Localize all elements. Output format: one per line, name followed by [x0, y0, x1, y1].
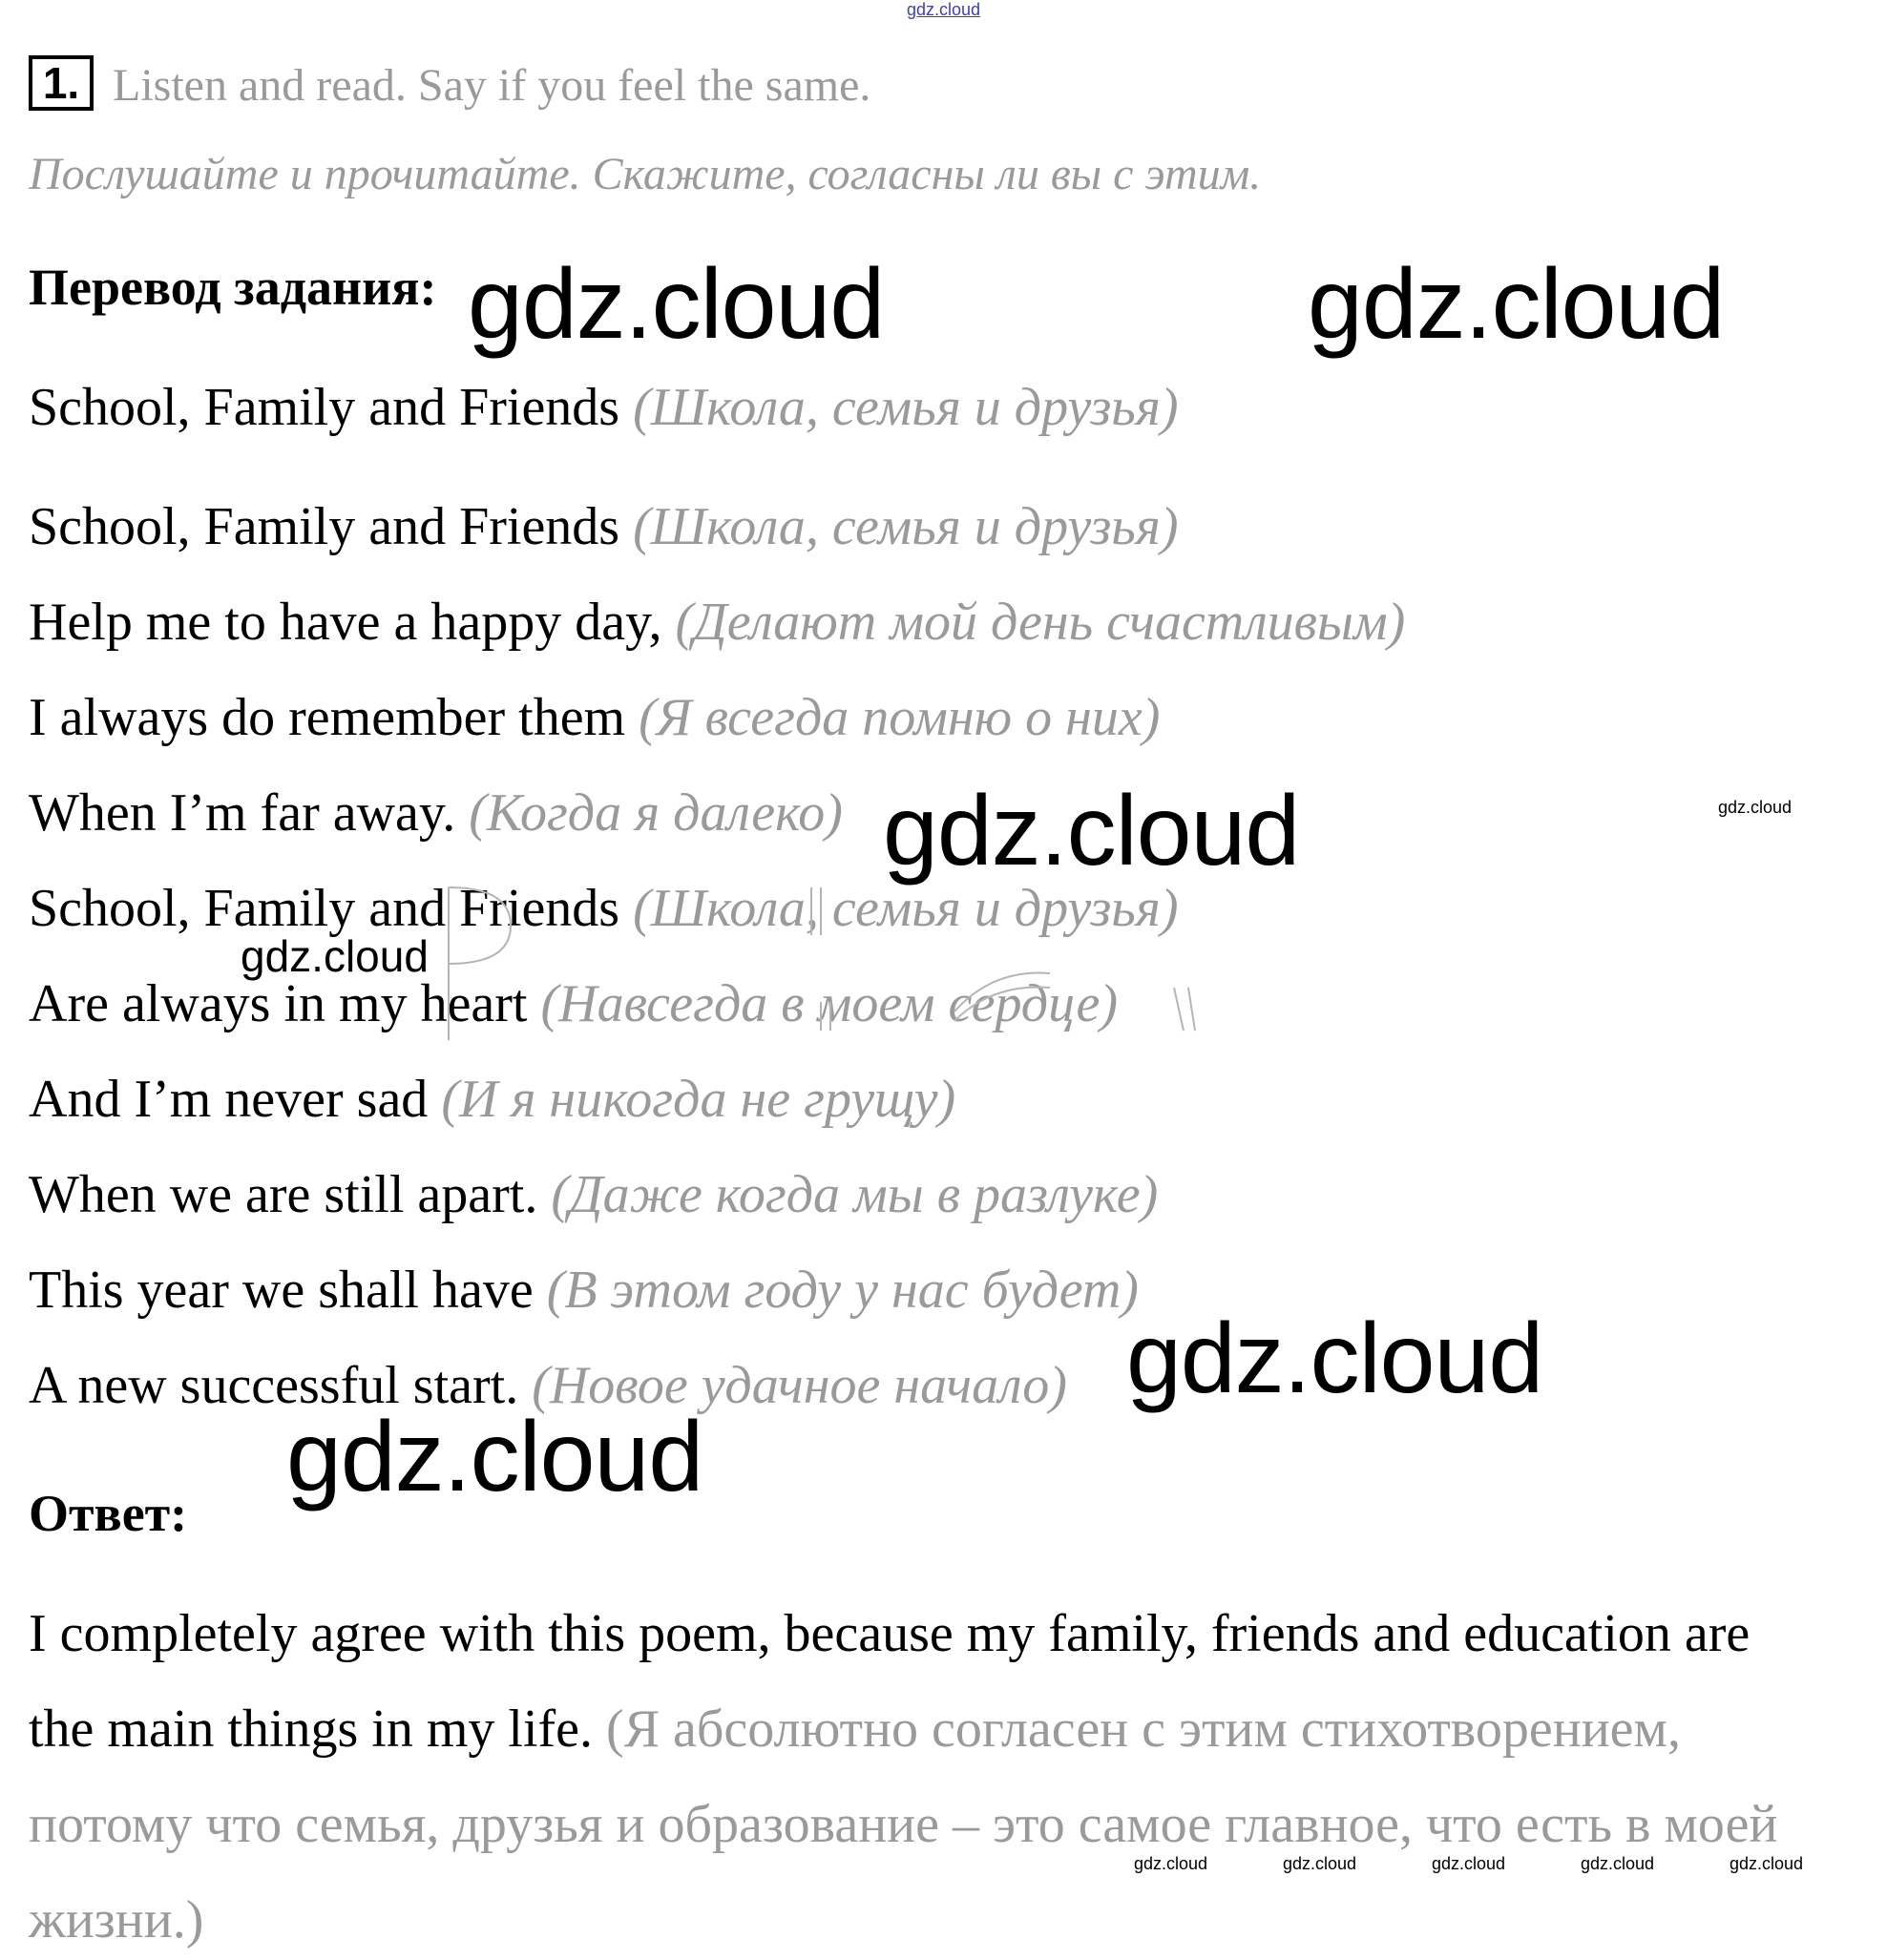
answer-heading: Ответ: [29, 1485, 188, 1542]
poem-line-ru: (Школа, семья и друзья) [633, 879, 1179, 938]
poem-line-en: I always do remember them [29, 688, 626, 747]
watermark-big: gdz.cloud [468, 249, 885, 360]
watermark-small: gdz.cloud [1432, 1854, 1506, 1873]
poem-line-en: A new successful start. [29, 1356, 519, 1415]
watermark-medium: gdz.cloud [241, 931, 429, 981]
poem-line [29, 496, 1178, 557]
poem-line-ru: (В этом году у нас будет) [546, 1261, 1139, 1320]
watermark-small: gdz.cloud [1730, 1854, 1804, 1873]
poem-line-en: Help me to have a happy day, [29, 593, 662, 652]
poem-line [29, 687, 1160, 748]
answer-line-2-en: the main things in my life. [29, 1699, 594, 1759]
poem-line [29, 782, 843, 844]
watermark-big: gdz.cloud [286, 1402, 703, 1512]
poem-line-ru: (Когда я далеко) [469, 783, 843, 843]
poem-line-en: School, Family and Friends [29, 497, 620, 556]
answer-line-2 [29, 1699, 1681, 1760]
poem-line-ru: (Навсегда в моем сердце) [540, 974, 1118, 1033]
watermark-small: gdz.cloud [1718, 798, 1793, 817]
watermark-big: gdz.cloud [883, 776, 1300, 886]
watermark-big: gdz.cloud [1126, 1303, 1543, 1414]
answer-line-4: жизни.) [29, 1890, 204, 1950]
task-instruction-ru: Послушайте и прочитайте. Скажите, согласны ли вы с этим. [29, 149, 1262, 199]
watermark-outline-overlay [420, 878, 1212, 1050]
poem-line [29, 1260, 1139, 1321]
title-line [29, 377, 1178, 438]
poem-line [29, 1069, 955, 1130]
poem-line [29, 592, 1405, 653]
watermark-small: gdz.cloud [1283, 1854, 1357, 1873]
title-ru: (Школа, семья и друзья) [633, 378, 1179, 437]
translation-heading: Перевод задания: [29, 259, 437, 316]
poem-line-ru: (Делают мой день счастливым) [675, 593, 1406, 652]
answer-line-2-ru: (Я абсолютно согласен с этим стихотворением, [606, 1699, 1681, 1759]
poem-line-en: Are always in my heart [29, 974, 528, 1033]
poem-line [29, 1164, 1158, 1225]
poem-line-en: And I’m never sad [29, 1070, 429, 1129]
watermark-big: gdz.cloud [1308, 249, 1725, 360]
title-en: School, Family and Friends [29, 378, 620, 437]
poem-line-en: School, Family and Friends [29, 879, 620, 938]
task-number-box: 1. [29, 55, 94, 111]
task-instruction-en: Listen and read. Say if you feel the same. [113, 60, 871, 111]
poem-line-ru: (Новое удачное начало) [532, 1356, 1067, 1415]
poem-line-ru: (Даже когда мы в разлуке) [551, 1165, 1159, 1224]
poem-line-ru: (И я никогда не грущу) [441, 1070, 956, 1129]
poem-line-en: When we are still apart. [29, 1165, 538, 1224]
watermark-top: gdz.cloud [907, 0, 981, 19]
watermark-small: gdz.cloud [1581, 1854, 1655, 1873]
poem-line-ru: (Школа, семья и друзья) [633, 497, 1179, 556]
watermark-small: gdz.cloud [1134, 1854, 1208, 1873]
poem-line-ru: (Я всегда помню о них) [639, 688, 1161, 747]
answer-line-3: потому что семья, друзья и образование – это самое главное, что есть в моей [29, 1795, 1778, 1854]
answer-line-1: I completely agree with this poem, because my family, friends and education are [29, 1604, 1751, 1663]
poem-line-en: When I’m far away. [29, 783, 456, 843]
poem-line-en: This year we shall have [29, 1261, 534, 1320]
